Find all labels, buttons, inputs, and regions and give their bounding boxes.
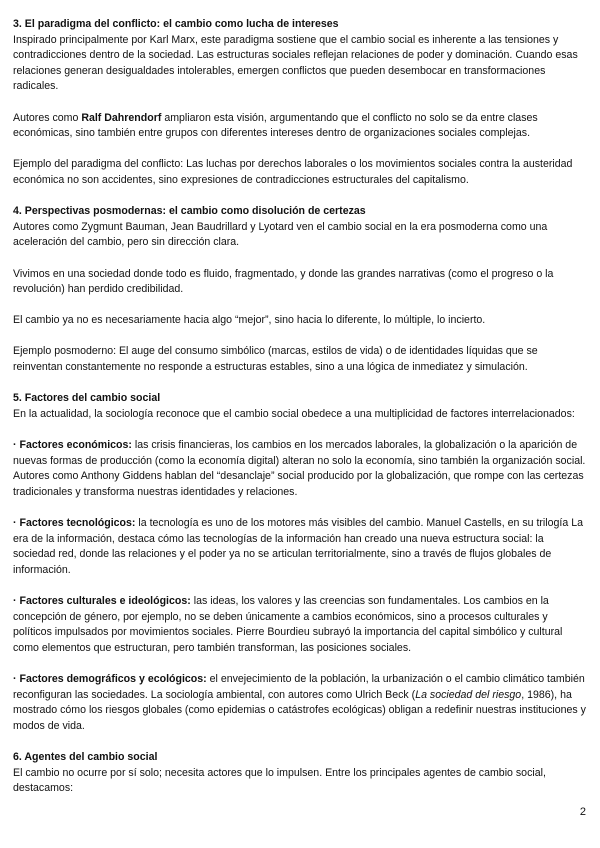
factor-cultural <box>13 594 587 656</box>
section-6-paragraph-1: El cambio no ocurre por sí solo; necesita actores que lo impulsen. Entre los principales agentes de cambio social, destacamos: <box>13 766 546 795</box>
factor-demographic-text-b: , 1986), ha mostrado cómo los riesgos globales (como epidemias o catástrofes ecológicas) obligan a redefinir nuestras instituciones y modos de vida. <box>13 688 586 732</box>
factor-technological-text: la tecnología es uno de los motores más visibles del cambio. Manuel Castells, en su trilogía La era de la información, destaca cómo las tecnologías de la información han creado una nueva estructura social: la sociedad red, donde las relaciones y el poder ya no se articulan territorialmente, sino a través de flujos globales de información. <box>13 517 583 576</box>
factor-economic <box>13 438 587 500</box>
section-6 <box>13 750 587 797</box>
section-4-paragraph-3: El cambio ya no es necesariamente hacia algo “mejor”, sino hacia lo diferente, lo múltiple, lo incierto. <box>13 314 486 327</box>
section-3-heading: 3. El paradigma del conflicto: el cambio como lucha de intereses <box>13 18 339 30</box>
factor-technological-label: · Factores tecnológicos: <box>13 517 136 529</box>
section-4-paragraph-2: Vivimos en una sociedad donde todo es fluido, fragmentado, y donde las grandes narrativas (como el progreso o la revolución) han perdido credibilidad. <box>13 267 554 296</box>
section-5-intro: En la actualidad, la sociología reconoce que el cambio social obedece a una multiplicidad de factores interrelacionados: <box>13 407 575 420</box>
section-4-paragraph-1: Autores como Zygmunt Bauman, Jean Baudrillard y Lyotard ven el cambio social en la era posmoderna como una aceleración del cambio, pero sin dirección clara. <box>13 220 548 249</box>
factor-economic-text: las crisis financieras, los cambios en los mercados laborales, la globalización o la aparición de nuevas formas de producción (como la economía digital) alteran no solo la economía, sino también la organización social. Autores como Anthony Giddens hablan del “desanclaje” social producido por la globalización, que rompe con las certezas tradicionales y transforma nuestras identidades y relaciones. <box>13 439 586 498</box>
factor-cultural-text: las ideas, los valores y las creencias son fundamentales. Los cambios en la concepción de género, por ejemplo, no se deben únicamente a cambios económicos, sino a procesos culturales y políticos impulsados por movimientos sociales. Pierre Bourdieu subrayó la importancia del capital simbólico y cultural como elementos que estructuran, pero también transforman, las posiciones sociales. <box>13 594 563 654</box>
factor-economic-label: · Factores económicos: <box>13 439 132 452</box>
factor-demographic <box>13 672 587 734</box>
author-name-dahrendorf: Ralf Dahrendorf <box>81 111 162 124</box>
factor-demographic-text-a: el envejecimiento de la población, la urbanización o el cambio climático también reconfiguran las sociedades. La sociología ambiental, con autores como Ulrich Beck ( <box>13 672 585 701</box>
factor-demographic-label: · Factores demográficos y ecológicos: <box>13 672 207 685</box>
section-3-paragraph-1: Inspirado principalmente por Karl Marx, este paradigma sostiene que el cambio social es inherente a las tensiones y contradicciones dentro de la sociedad. Las estructuras sociales reflejan relaciones de poder y dominación. Cuando esas relaciones generan desigualdades intolerables, emergen conflictos que pueden desembocar en transformaciones radicales. <box>13 33 578 93</box>
section-6-heading: 6. Agentes del cambio social <box>13 750 158 763</box>
section-3-paragraph-3: Ejemplo del paradigma del conflicto: Las luchas por derechos laborales o los movimientos sociales contra la austeridad económica no son accidentes, sino expresiones de contradicciones estructurales del capitalismo. <box>13 158 573 186</box>
section-5-heading: 5. Factores del cambio social <box>13 392 161 405</box>
section-4-paragraph-4: Ejemplo posmoderno: El auge del consumo simbólico (marcas, estilos de vida) o de identidades líquidas que se reinventan constantemente no responde a estructuras estables, sino a una lógica de inmediatez y simulación. <box>13 345 538 374</box>
section-3-paragraph-2 <box>13 111 587 142</box>
section-5 <box>13 391 587 422</box>
section-4-heading: 4. Perspectivas posmodernas: el cambio como disolución de certezas <box>13 205 366 218</box>
factor-technological <box>13 516 587 578</box>
section-3 <box>13 17 587 95</box>
page-number: 2 <box>579 806 586 818</box>
section-4 <box>13 204 587 251</box>
section-3-p2-text-a: Autores como <box>13 111 82 124</box>
document-page <box>13 17 587 797</box>
factor-cultural-label: · Factores culturales e ideológicos: <box>13 594 191 607</box>
book-title-risk-society: La sociedad del riesgo <box>415 688 522 701</box>
section-3-p2-text-b: ampliaron esta visión, argumentando que el conflicto no solo se da entre clases económicas, sino también entre grupos con diferentes intereses dentro de organizaciones sociales complejas. <box>13 111 538 140</box>
